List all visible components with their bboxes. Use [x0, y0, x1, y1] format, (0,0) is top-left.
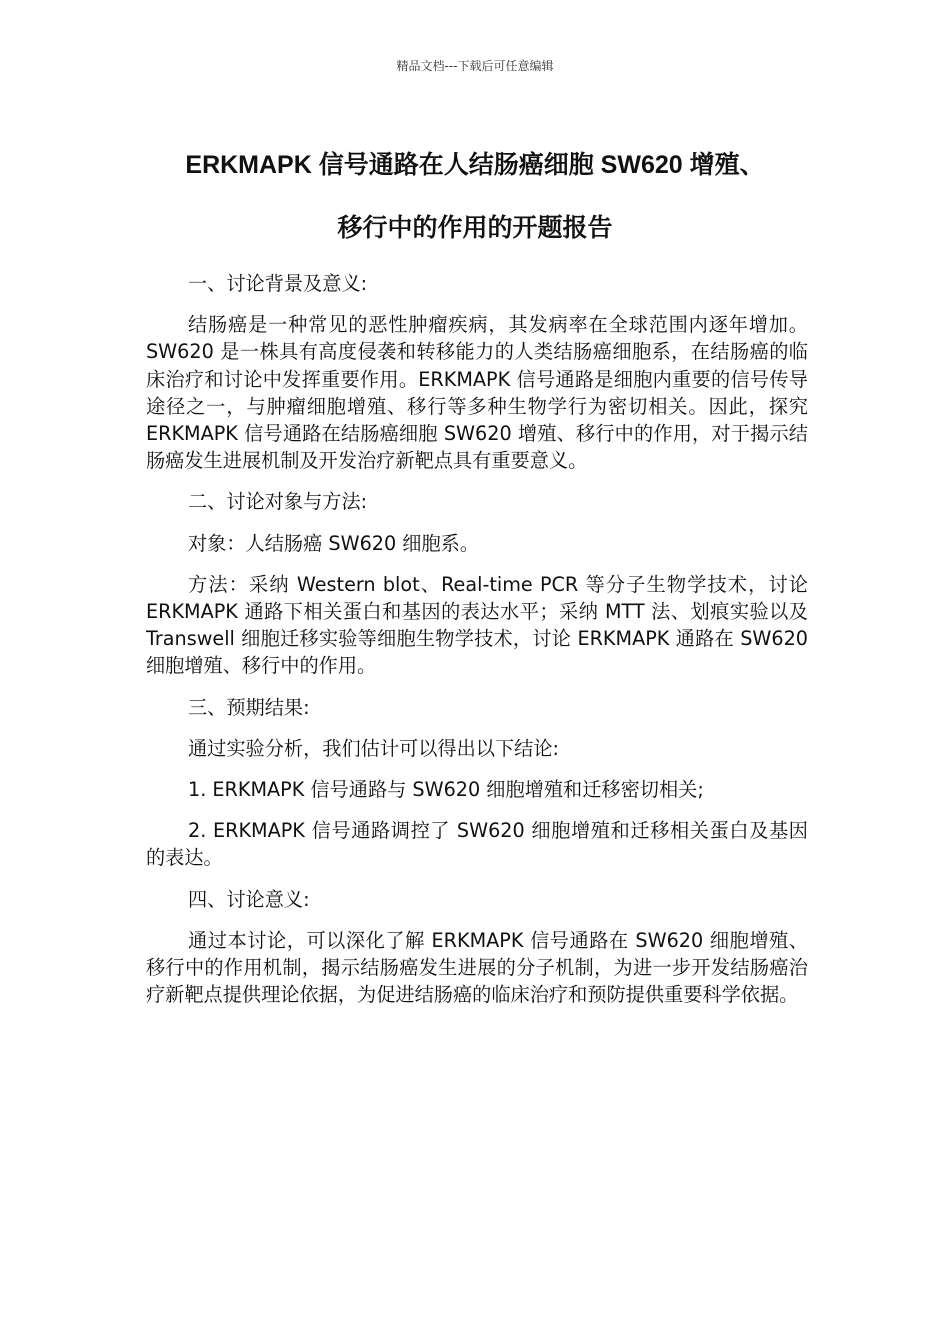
paragraph-significance: 通过本讨论，可以深化了解 ERKMAPK 信号通路在 SW620 细胞增殖、移行中的作用机制，揭示结肠癌发生进展的分子机制，为进一步开发结肠癌治疗新靶点提供理论依据，为促进结肠癌的临床治疗和预防提供重要科学依据。: [146, 928, 808, 1007]
header-note: 精品文档---下载后可任意编辑: [396, 59, 554, 73]
paragraph-methods: 方法：采纳 Western blot、Real-time PCR 等分子生物学技术，讨论 ERKMAPK 通路下相关蛋白和基因的表达水平；采纳 MTT 法、划痕实验以及 Transwell 细胞迁移实验等细胞生物学技术，讨论 ERKMAPK 通路在 SW620 细胞增殖、移行中的作用。: [146, 572, 808, 678]
result-item-1: 1. ERKMAPK 信号通路与 SW620 细胞增殖和迁移密切相关;: [188, 778, 704, 802]
section-heading-significance: 四、讨论意义:: [188, 887, 310, 911]
title-line-1: ERKMAPK 信号通路在人结肠癌细胞 SW620 增殖、: [185, 151, 765, 179]
document-title: [120, 134, 830, 260]
result-item-2: 2. ERKMAPK 信号通路调控了 SW620 细胞增殖和迁移相关蛋白及基因的表达。: [146, 819, 808, 870]
title-line-2: 移行中的作用的开题报告: [337, 214, 613, 242]
section-heading-background: 一、讨论背景及意义:: [188, 272, 368, 295]
section-heading-methods: 二、讨论对象与方法:: [188, 490, 368, 514]
paragraph-results-intro: 通过实验分析，我们估计可以得出以下结论:: [188, 736, 560, 760]
section-heading-results: 三、预期结果:: [188, 695, 310, 719]
paragraph-subject: 对象：人结肠癌 SW620 细胞系。: [188, 531, 480, 555]
document-body: [146, 270, 808, 1022]
paragraph-background: 结肠癌是一种常见的恶性肿瘤疾病，其发病率在全球范围内逐年增加。SW620 是一株具有高度侵袭和转移能力的人类结肠癌细胞系，在结肠癌的临床治疗和讨论中发挥重要作用。ERKMAPK 信号通路是细胞内重要的信号传导途径之一，与肿瘤细胞增殖、移行等多种生物学行为密切相关。因此，探究 ERKMAPK 信号通路在结肠癌细胞 SW620 增殖、移行中的作用，对于揭示结肠癌发生进展机制及开发治疗新靶点具有重要意义。: [146, 313, 808, 473]
